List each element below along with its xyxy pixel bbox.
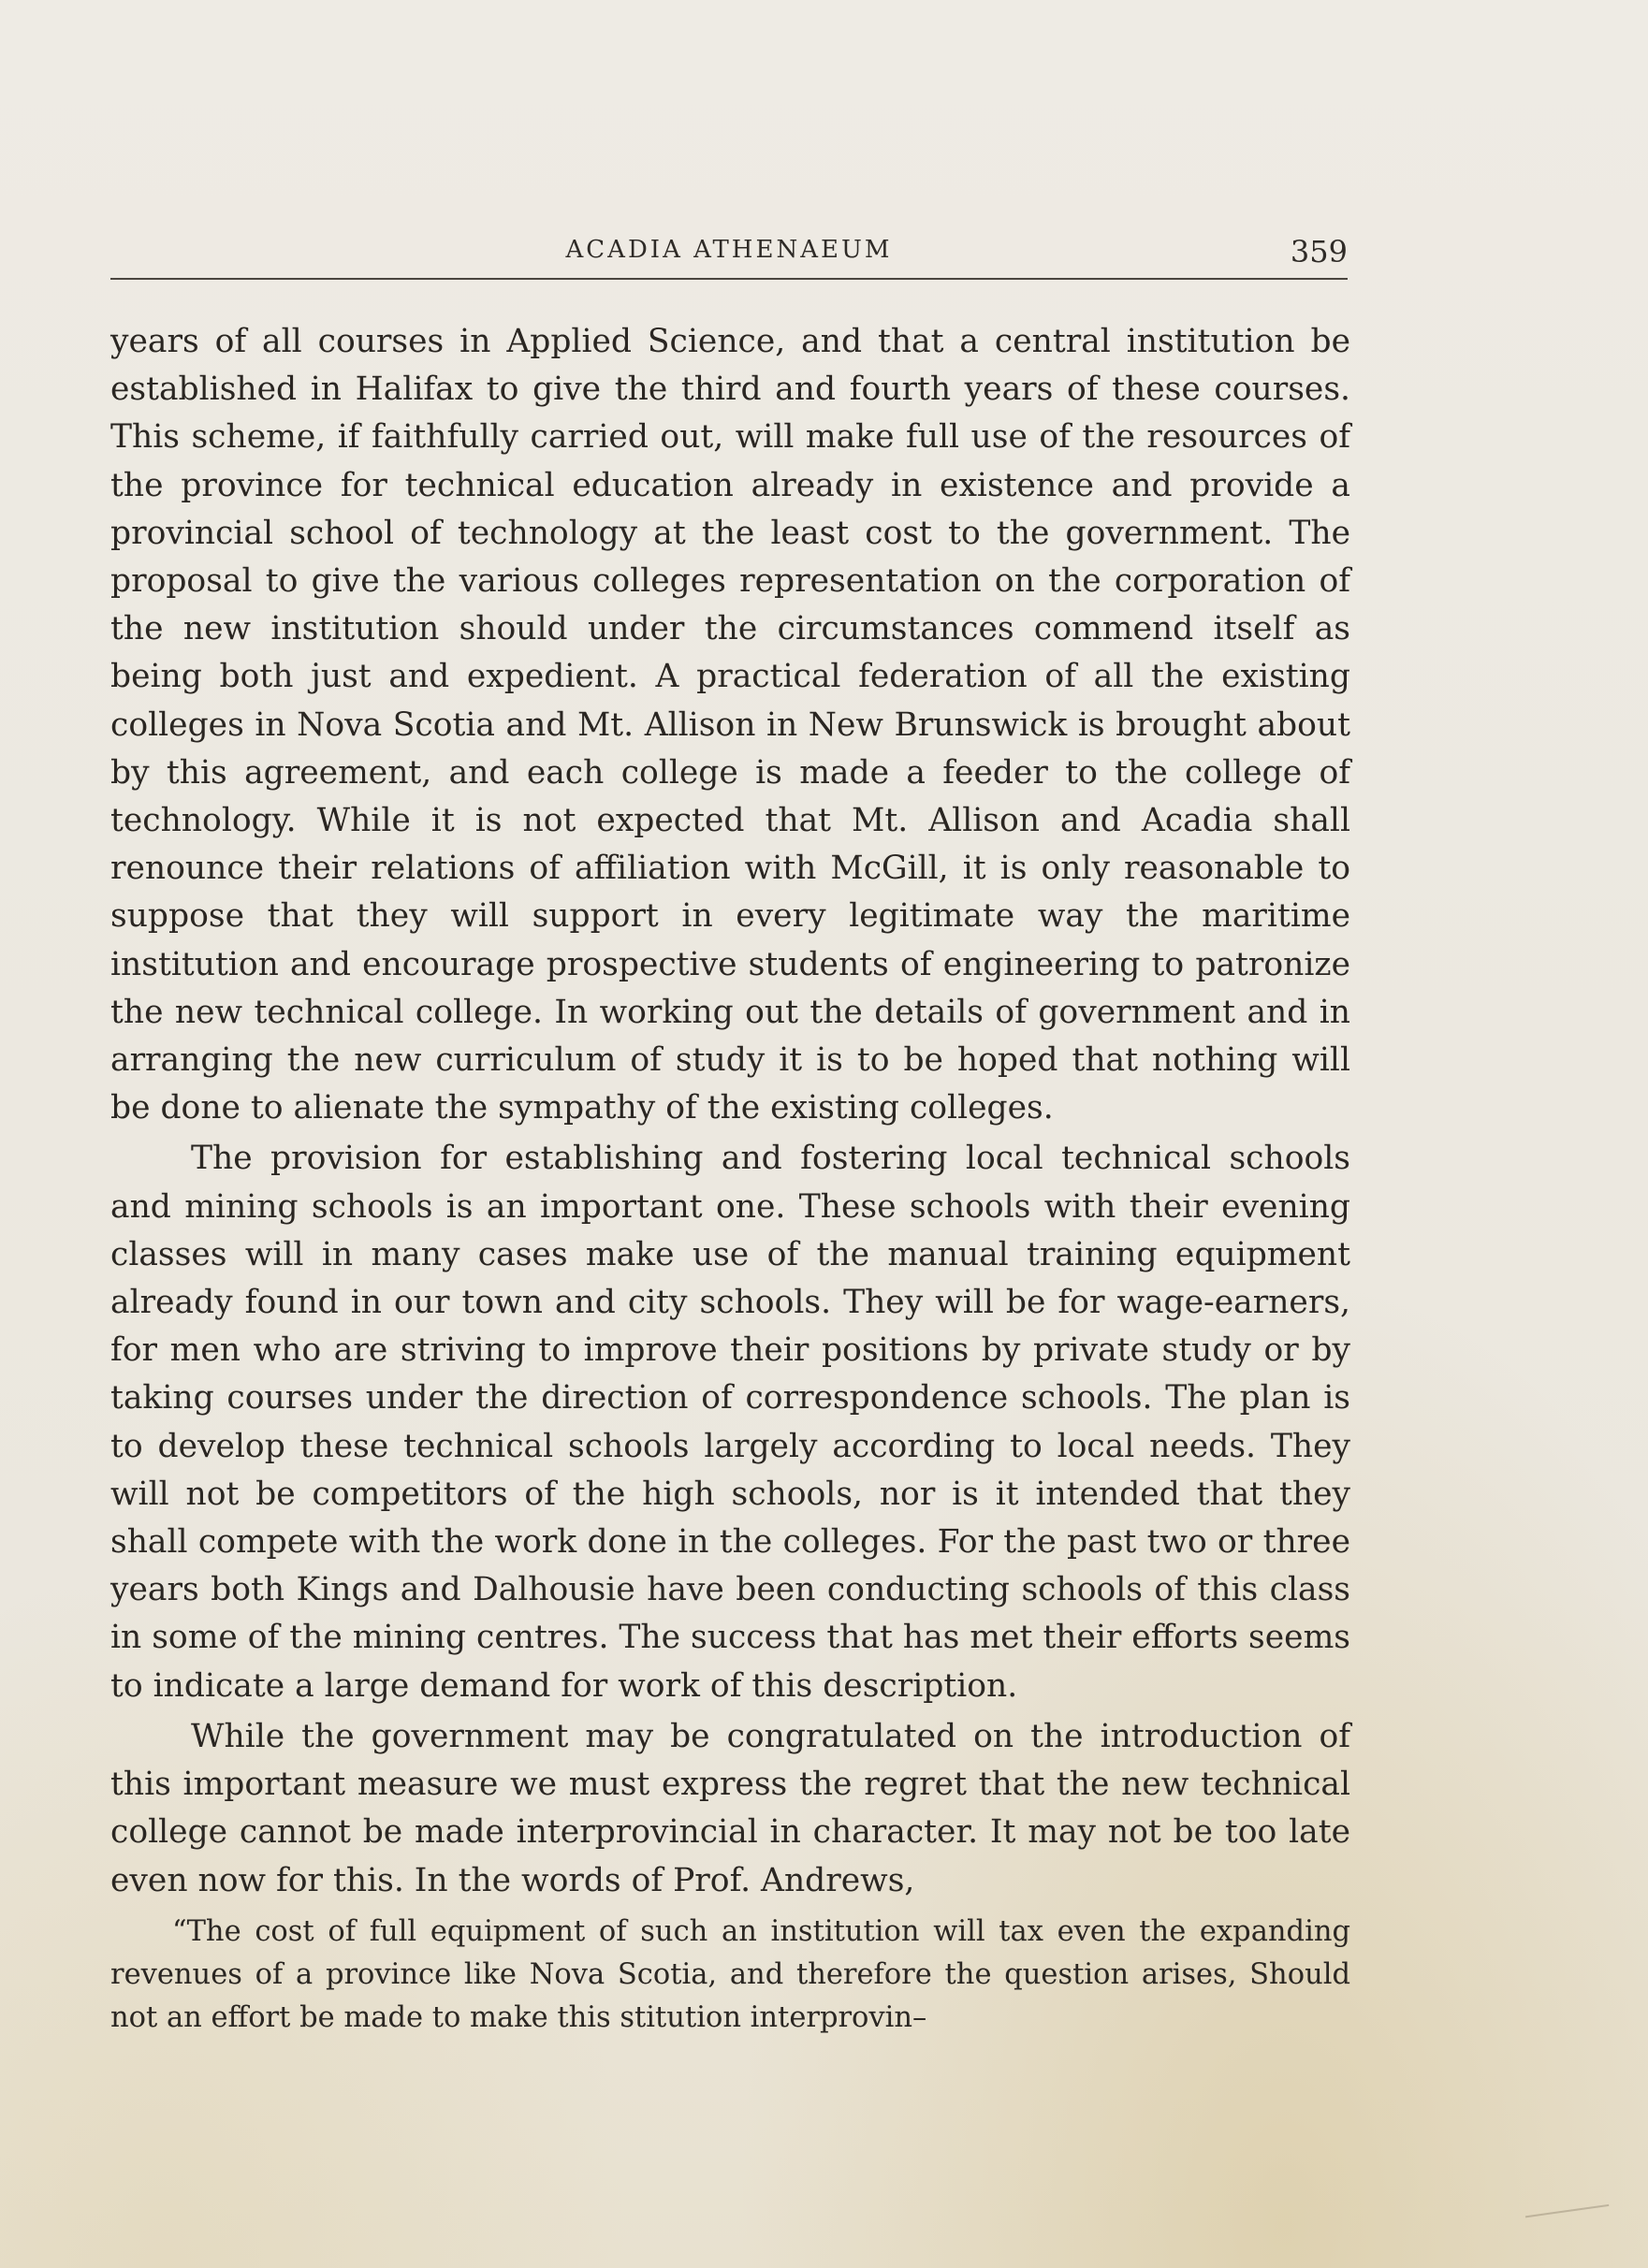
block-quote: “The cost of full equipment of such an institution will tax even the expanding revenues of a province like Nova Scotia, and therefore the question arises, Should not an effort be made to make this stitution interprovin– — [110, 1914, 1350, 2034]
paragraph-1: years of all courses in Applied Science, and that a central institution be established in Halifax to give the third and fourth years of these courses. This scheme, if faithfully carried out, will make full use of the resources of the province for technical education already in existence and provide a provincial school of technology at the least cost to the government. The proposal to give the various colleges representation on the corporation of the new institution should under the circumstances commend itself as being both just and expedient. A practical federation of all the existing colleges in Nova Scotia and Mt. Allison in New Brunswick is brought about by this agreement, and each college is made a feeder to the college of technology. While it is not expected that Mt. Allison and Acadia shall renounce their relations of affiliation with McGill, it is only reasonable to suppose that they will support in every legitimate way the maritime institution and encourage prospective students of engineering to patronize the new technical college. In working out the details of government and in arranging the new curriculum of study it is to be hoped that nothing will be done to alienate the sympathy of the existing colleges. — [110, 323, 1350, 1127]
paragraph-2: The provision for establishing and fostering local technical schools and mining schools is an important one. These schools with their evening classes will in many cases make use of the manual training equipment already found in our town and city schools. They will be for wage-earners, for men who are striving to improve their positions by private study or by taking courses under the direction of correspondence schools. The plan is to develop these technical schools largely according to local needs. They will not be competitors of the high schools, nor is it intended that they shall compete with the work done in the colleges. For the past two or three years both Kings and Dalhousie have been conducting schools of this class in some of the mining centres. The success that has met their efforts seems to indicate a large demand for work of this description. — [110, 1140, 1350, 1705]
running-head — [110, 232, 1348, 284]
body-text — [110, 318, 1350, 2040]
running-title: ACADIA ATHENAEUM — [565, 236, 893, 264]
paragraph-3: While the government may be congratulated on the introduction of this important measure we must express the regret that the new technical college cannot be made interprovincial in character. It may not be too late even now for this. In the words of Prof. Andrews, — [110, 1717, 1350, 1899]
header-rule — [110, 278, 1348, 280]
page-mark — [1525, 2204, 1612, 2236]
page-number: 359 — [1290, 234, 1348, 269]
